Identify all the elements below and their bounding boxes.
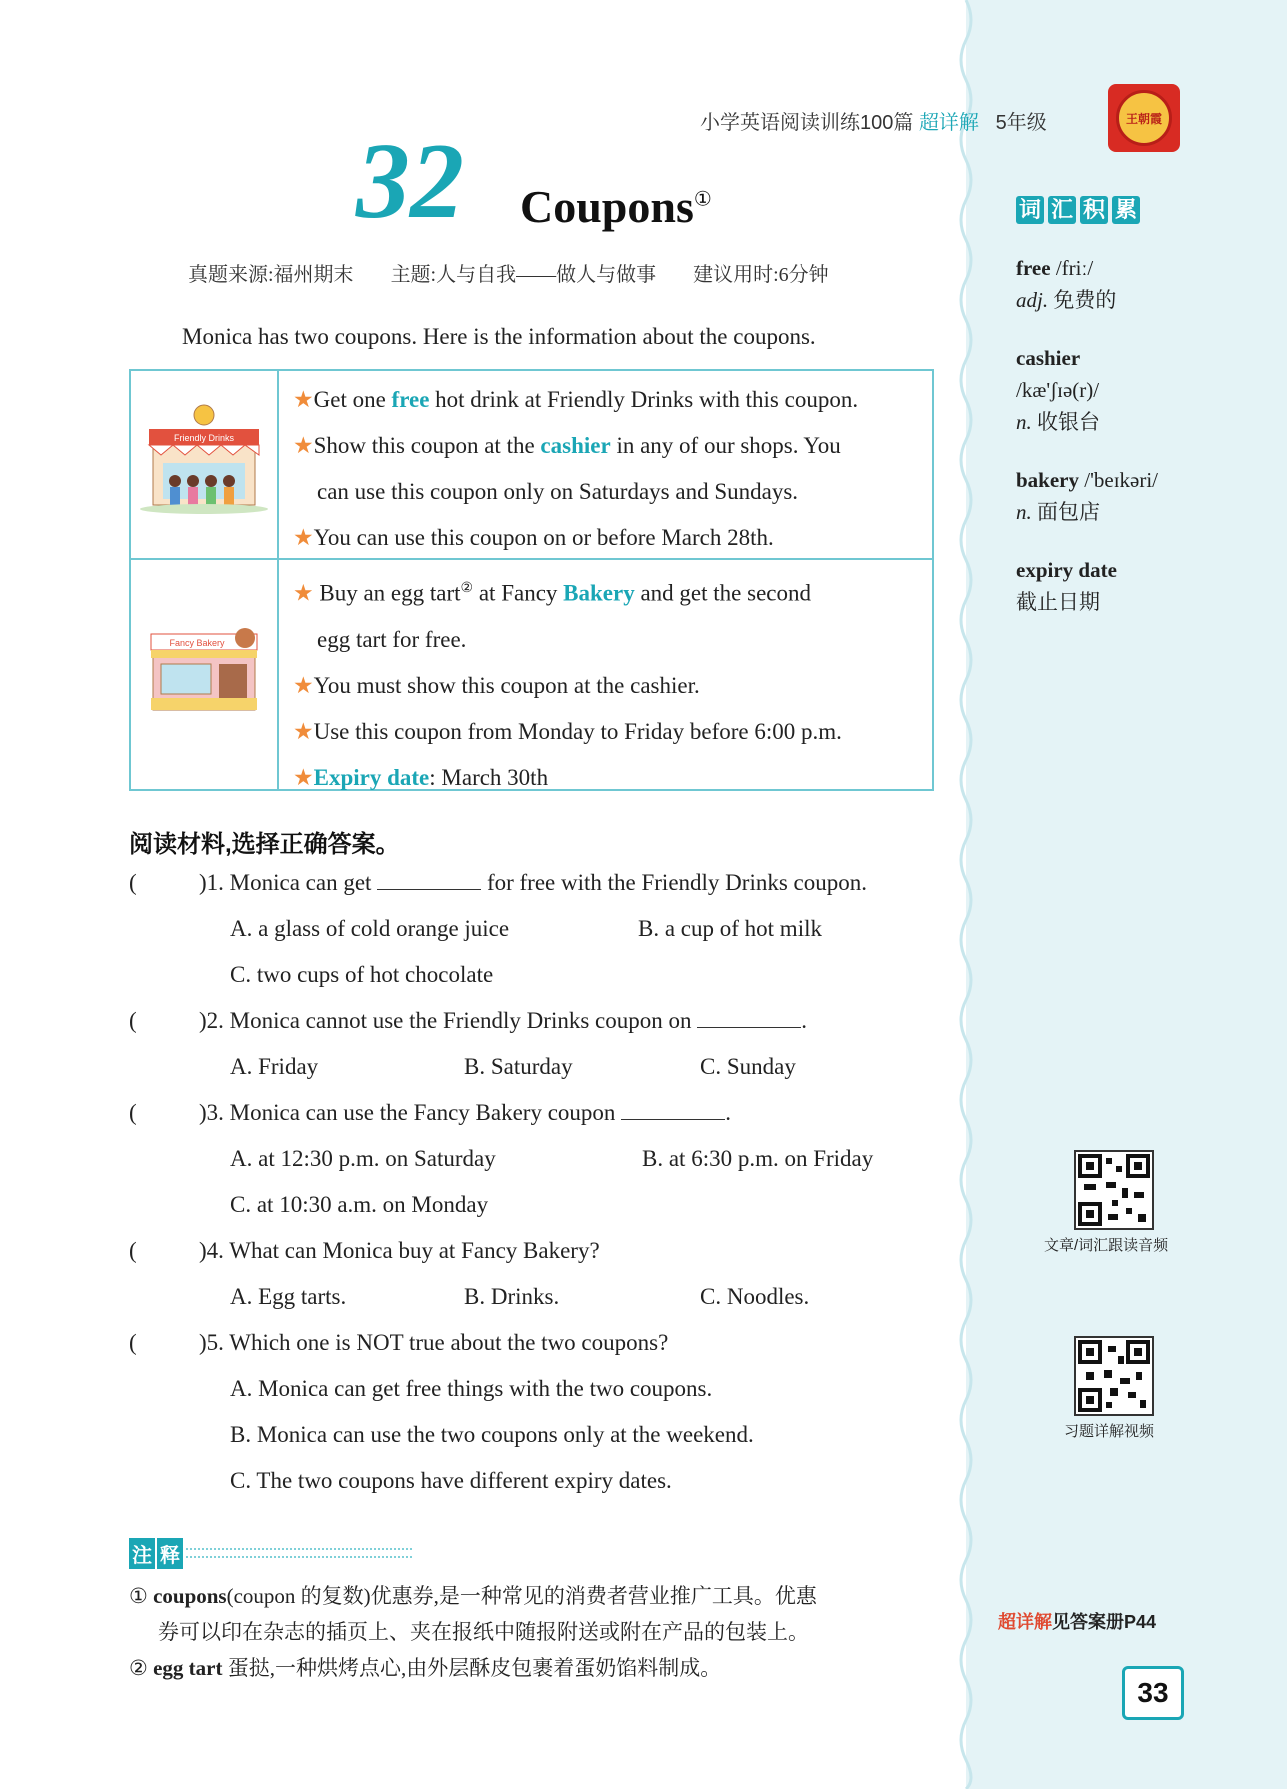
qr-audio-label: 文章/词汇跟读音频 — [1044, 1237, 1169, 1254]
meta-theme: 主题:人与自我——做人与做事 — [390, 264, 657, 286]
question-1: ( )1. Monica can get for free with the Friendly Drinks coupon. — [129, 870, 867, 895]
vocab-free: free /friː/ adj. 免费的 — [1016, 256, 1117, 312]
star-icon: ★ — [293, 433, 314, 458]
q4-option-c[interactable]: C. Noodles. — [700, 1284, 810, 1309]
note-2: ② egg tart 蛋挞,一种烘烤点心,由外层酥皮包裹着蛋奶馅料制成。 — [129, 1656, 722, 1680]
q2-option-a[interactable]: A. Friday — [230, 1054, 319, 1079]
qr-code-audio[interactable] — [1074, 1150, 1154, 1230]
coupon2-line4: ★Use this coupon from Monday to Friday before 6:00 p.m. — [293, 718, 842, 744]
coupon2-line3: ★You must show this coupon at the cashier. — [293, 672, 700, 698]
friendly-drinks-shop-illustration — [131, 371, 279, 558]
coupon2-line2: egg tart for free. — [317, 626, 467, 652]
question-4: ( )4. What can Monica buy at Fancy Bakery? — [129, 1238, 600, 1263]
vocab-bakery: bakery /'beɪkəri/ n. 面包店 — [1016, 468, 1159, 524]
q5-option-c[interactable]: C. The two coupons have different expiry dates. — [230, 1468, 672, 1493]
q3-option-b[interactable]: B. at 6:30 p.m. on Friday — [642, 1146, 874, 1171]
answer-blank[interactable] — [377, 871, 481, 890]
q5-option-a[interactable]: A. Monica can get free things with the two coupons. — [230, 1376, 713, 1401]
answer-blank[interactable] — [621, 1101, 725, 1120]
qr-pattern-icon — [1076, 1338, 1152, 1414]
qr-pattern-icon — [1076, 1152, 1152, 1228]
qr-code-video[interactable] — [1074, 1336, 1154, 1416]
publisher-logo — [1108, 84, 1180, 152]
coupon1-line4: ★You can use this coupon on or before March 28th. — [293, 525, 774, 550]
fancy-bakery-sign: Fancy Bakery — [169, 638, 225, 648]
coupon-fancy-bakery — [131, 560, 932, 789]
meta-source: 真题来源:福州期末 — [188, 264, 354, 286]
question-2: ( )2. Monica cannot use the Friendly Drinks coupon on . — [129, 1008, 807, 1033]
coupon-friendly-drinks — [131, 371, 932, 560]
notes-label: 注 释 — [129, 1538, 185, 1569]
star-icon: ★ — [293, 672, 314, 698]
q1-option-b[interactable]: B. a cup of hot milk — [638, 916, 822, 941]
q4-option-b[interactable]: B. Drinks. — [464, 1284, 560, 1309]
vocab-expiry-date: expiry date 截止日期 — [1016, 558, 1117, 614]
q1-option-c[interactable]: C. two cups of hot chocolate — [230, 962, 494, 987]
instruction: 阅读材料,选择正确答案。 — [129, 831, 400, 858]
coupon-table — [129, 369, 934, 791]
star-icon: ★ — [293, 580, 314, 606]
fancy-bakery-shop-illustration — [131, 560, 279, 789]
vocab-sidebar — [966, 0, 1287, 1789]
coupon1-line2: ★Show this coupon at the cashier in any of our shops. You — [293, 433, 841, 458]
coupon1-text — [293, 377, 923, 561]
lesson-title: Coupons① — [520, 181, 712, 232]
publisher-logo-seal: 王朝霞 — [1116, 90, 1172, 146]
question-5: ( )5. Which one is NOT true about the two coupons? — [129, 1330, 669, 1355]
star-icon: ★ — [293, 525, 314, 550]
page-number: 33 — [1122, 1666, 1184, 1720]
book-header: 小学英语阅读训练100篇 超详解 5年级 — [700, 112, 1047, 134]
q2-option-c[interactable]: C. Sunday — [700, 1054, 796, 1079]
q3-option-a[interactable]: A. at 12:30 p.m. on Saturday — [230, 1146, 496, 1171]
q5-option-b[interactable]: B. Monica can use the two coupons only at the weekend. — [230, 1422, 754, 1447]
coupon2-text — [293, 566, 923, 801]
lesson-meta — [188, 258, 861, 287]
lesson-number: 32 — [356, 122, 464, 241]
coupon2-line1: ★ Buy an egg tart② at Fancy Bakery and get the second — [293, 580, 811, 606]
question-3: ( )3. Monica can use the Fancy Bakery coupon . — [129, 1100, 731, 1125]
vocab-cashier: cashier /kæ'ʃɪə(r)/ n. 收银台 — [1016, 346, 1100, 434]
answer-blank[interactable] — [697, 1009, 801, 1028]
note-1-cont: 券可以印在杂志的插页上、夹在报纸中随报附送或附在产品的包装上。 — [158, 1620, 809, 1644]
coupon1-line1: ★Get one free hot drink at Friendly Drinks with this coupon. — [293, 387, 859, 412]
vocab-title: 词 汇 积 累 — [1016, 196, 1144, 224]
sidebar-wave-edge — [956, 0, 980, 1789]
q1-option-a[interactable]: A. a glass of cold orange juice — [230, 916, 510, 941]
q2-option-b[interactable]: B. Saturday — [464, 1054, 573, 1079]
star-icon: ★ — [293, 764, 314, 790]
friendly-drinks-sign: Friendly Drinks — [173, 433, 235, 443]
q4-option-a[interactable]: A. Egg tarts. — [230, 1284, 347, 1309]
meta-time: 建议用时:6分钟 — [693, 264, 829, 286]
star-icon: ★ — [293, 718, 314, 744]
q3-option-c[interactable]: C. at 10:30 a.m. on Monday — [230, 1192, 489, 1217]
qr-video-label: 习题详解视频 — [1064, 1423, 1155, 1440]
note-1: ① coupons(coupon 的复数)优惠券,是一种常见的消费者营业推广工具。优惠 — [129, 1584, 817, 1608]
notes-divider — [186, 1548, 412, 1558]
coupon1-line3: can use this coupon only on Saturdays and Sundays. — [317, 479, 799, 504]
answer-reference: 超详解见答案册P44 — [998, 1612, 1157, 1632]
intro-text: Monica has two coupons. Here is the information about the coupons. — [182, 324, 816, 349]
star-icon: ★ — [293, 387, 314, 412]
coupon2-line5: ★Expiry date: March 30th — [293, 764, 549, 790]
